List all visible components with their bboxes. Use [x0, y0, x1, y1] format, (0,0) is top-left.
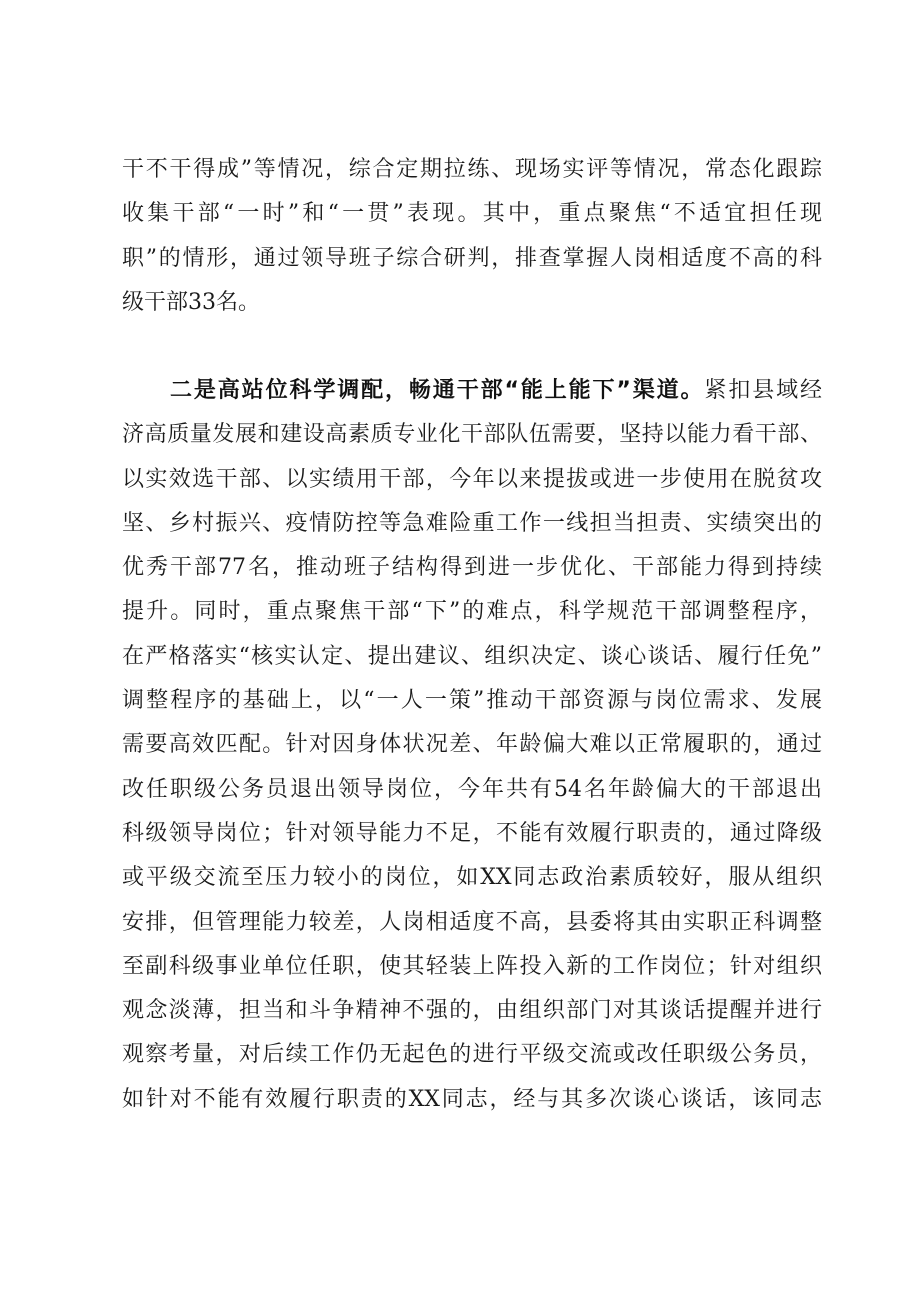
paragraph-1-line: 收集干部“一时”和“一贯”表现。其中，重点聚焦“不适宜担任现: [122, 201, 822, 227]
section-heading: 二是高站位科学调配，畅通干部“能上能下”渠道。: [170, 378, 705, 403]
paragraph-2-line: 科级领导岗位；针对领导能力不足，不能有效履行职责的，通过降级: [122, 820, 822, 846]
paragraph-2-line: 或平级交流至压力较小的岗位，如XX同志政治素质较好，服从组织: [122, 865, 822, 891]
paragraph-2-line: 观察考量，对后续工作仍无起色的进行平级交流或改任职级公务员，: [122, 1042, 822, 1068]
paragraph-1-line: 职”的情形，通过领导班子综合研判，排查掌握人岗相适度不高的科: [122, 245, 822, 271]
paragraph-2-line-rest: 紧扣县域经: [704, 378, 822, 403]
paragraph-1-line: 干不干得成”等情况，综合定期拉练、现场实评等情况，常态化跟踪: [122, 157, 822, 182]
paragraph-2-line: 如针对不能有效履行职责的XX同志，经与其多次谈心谈话，该同志: [122, 1086, 822, 1112]
paragraph-2-first-line: [122, 369, 822, 413]
paragraph-2-line: 优秀干部77名，推动班子结构得到进一步优化、干部能力得到持续: [122, 555, 822, 581]
paragraph-2-line: 改任职级公务员退出领导岗位，今年共有54名年龄偏大的干部退出: [122, 776, 822, 802]
paragraph-2-line: 济高质量发展和建设高素质专业化干部队伍需要，坚持以能力看干部、: [122, 422, 822, 448]
paragraph-2-line: 调整程序的基础上，以“一人一策”推动干部资源与岗位需求、发展: [122, 688, 822, 714]
paragraph-2: [122, 369, 822, 1122]
paragraph-1: [122, 148, 822, 325]
paragraph-2-line: 坚、乡村振兴、疫情防控等急难险重工作一线担当担责、实绩突出的: [122, 510, 822, 536]
paragraph-2-line: 提升。同时，重点聚焦干部“下”的难点，科学规范干部调整程序，: [122, 599, 822, 625]
paragraph-1-line: 级干部33名。: [122, 289, 260, 315]
paragraph-2-line: 在严格落实“核实认定、提出建议、组织决定、谈心谈话、履行任免”: [122, 643, 822, 669]
paragraph-2-line: 需要高效匹配。针对因身体状况差、年龄偏大难以正常履职的，通过: [122, 732, 822, 758]
paragraph-2-line: 以实效选干部、以实绩用干部，今年以来提拔或进一步使用在脱贫攻: [122, 466, 822, 492]
paragraph-2-line: 安排，但管理能力较差，人岗相适度不高，县委将其由实职正科调整: [122, 909, 822, 935]
paragraph-2-line: 观念淡薄，担当和斗争精神不强的，由组织部门对其谈话提醒并进行: [122, 998, 822, 1024]
paragraph-2-line: 至副科级事业单位任职，使其轻装上阵投入新的工作岗位；针对组织: [122, 953, 822, 979]
